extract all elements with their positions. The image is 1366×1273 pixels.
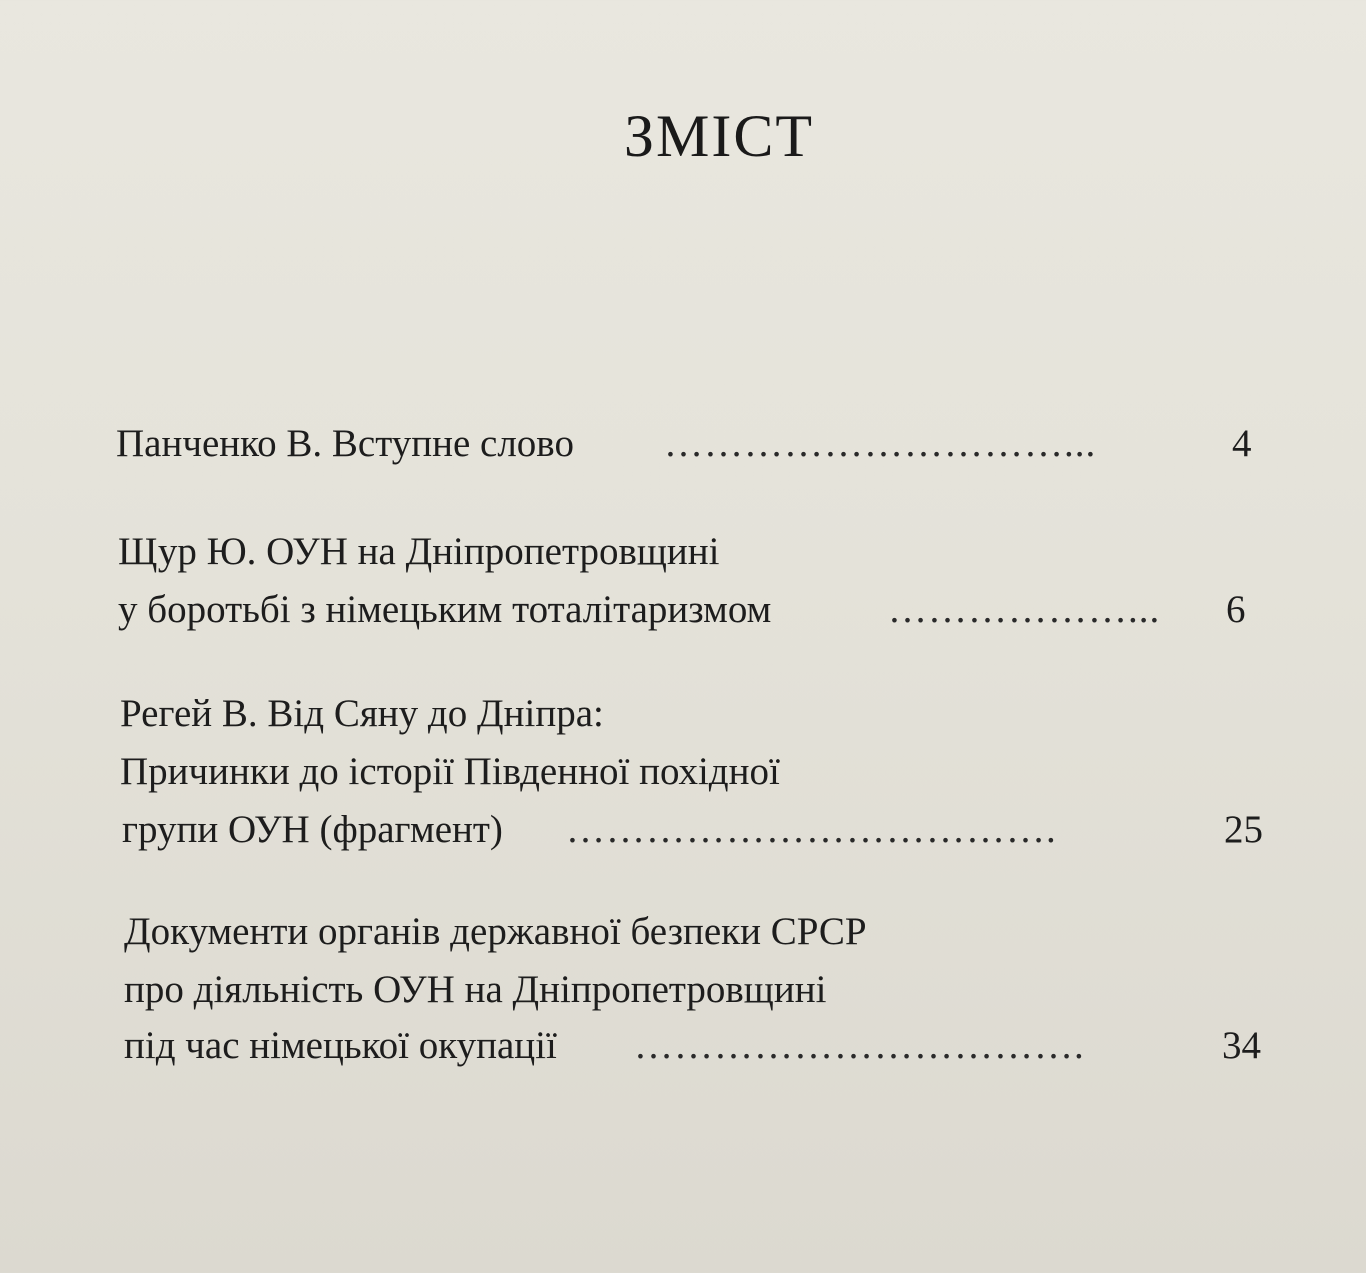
toc-entry-4-leader-dots: …………………………….	[634, 1024, 1085, 1067]
toc-entry-2-leader-dots: ………………...	[888, 588, 1161, 631]
toc-entry-3-line-1: Регей В. Від Сяну до Дніпра:	[120, 692, 604, 735]
toc-entry-3-line-3: групи ОУН (фрагмент)	[122, 808, 503, 851]
toc-entry-1-line-1: Панченко В. Вступне слово	[116, 422, 574, 465]
toc-entry-4-line-2: про діяльність ОУН на Дніпропетровщині	[124, 968, 827, 1011]
toc-entry-4-page-number: 34	[1222, 1024, 1261, 1067]
toc-entry-3-page-number: 25	[1224, 808, 1263, 851]
toc-entry-2-line-1: Щур Ю. ОУН на Дніпропетровщині	[118, 530, 720, 573]
toc-entry-2-page-number: 6	[1226, 588, 1246, 631]
toc-entry-4-line-1: Документи органів державної безпеки СРСР	[124, 910, 867, 953]
toc-entry-1-page-number: 4	[1232, 422, 1252, 465]
toc-entry-4-line-3: під час німецької окупації	[124, 1024, 557, 1067]
toc-entry-2-line-2: у боротьбі з німецьким тоталітаризмом	[118, 588, 772, 631]
toc-entry-3-leader-dots: ……………………………….	[566, 808, 1057, 851]
toc-entry-1-leader-dots: …………………………...	[664, 422, 1097, 465]
toc-entry-3-line-2: Причинки до історії Південної похідної	[120, 750, 780, 793]
page-title: ЗМІСТ	[623, 103, 815, 169]
